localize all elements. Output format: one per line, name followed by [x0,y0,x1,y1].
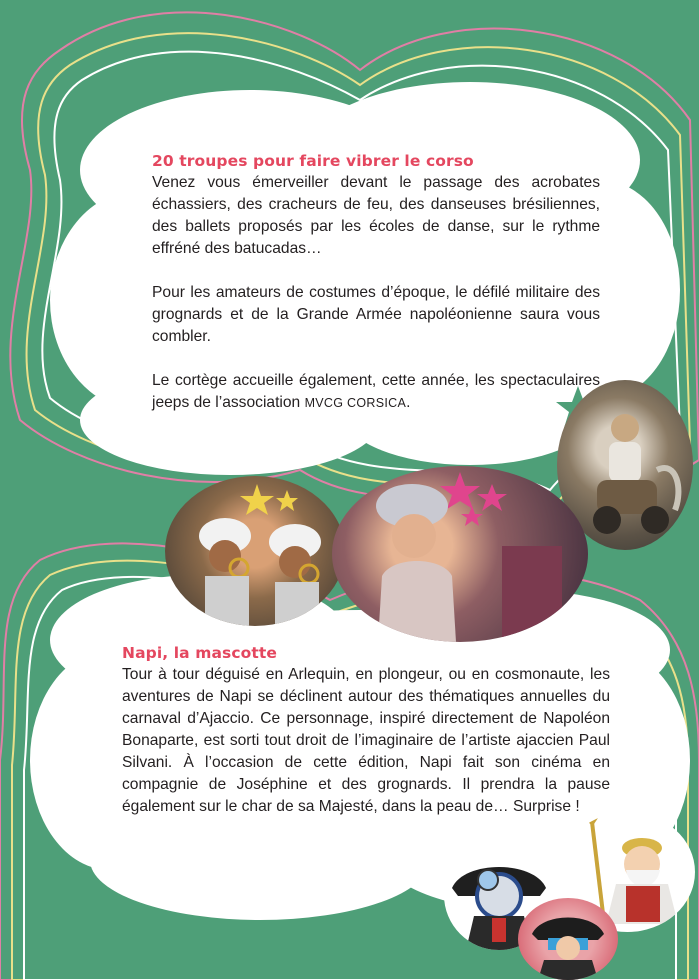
dancers-figures-icon [165,476,345,626]
association-name: MVCG CORSICA [304,396,407,410]
section-troupes [152,150,600,414]
troupes-paragraph-3-end: . [406,394,411,411]
mascot-heading: Napi, la mascotte [122,644,277,662]
napi-mascot-harlequin [518,898,618,980]
troupes-paragraph-1: Venez vous émerveiller devant le passage des acrobates échassiers, des cracheurs de feu, des danseuses brésiliennes, des ballets proposés par les écoles de danse, sur le rythme effréné des batucadas… [152,174,600,257]
troupes-heading: 20 troupes pour faire vibrer le corso [152,152,474,170]
mascot-paragraph: Tour à tour déguisé en Arlequin, en plongeur, ou en cosmonaute, les aventures de Napi se déclinent autour des thématiques annuelles du carnaval d’Ajaccio. Ce personnage, inspiré directement de Napoléon Bonaparte, est sorti tout droit de l’imaginaire de l’artiste ajaccien Paul Silvani. À l’occasion de cette édition, Napi fait son cinéma en compagnie de Joséphine et des grognards. Il prendra la pause également sur le char de sa Majesté, dans la peau de… Surprise ! [122,666,610,815]
troupes-paragraph-3-text: Le cortège accueille également, cette année, les spectaculaires jeeps de l’association [152,372,600,411]
samba-dancer-icon [332,466,588,642]
troupes-paragraph-3 [152,370,600,414]
troupes-paragraph-2: Pour les amateurs de costumes d’époque, le défilé militaire des grognards et de la Grande Armée napoléonienne saura vous combler. [152,284,600,345]
photo-samba-dancer [332,466,588,642]
napi-harlequin-icon [518,898,618,980]
section-mascot [122,642,610,818]
photo-dancers-white [165,476,345,626]
